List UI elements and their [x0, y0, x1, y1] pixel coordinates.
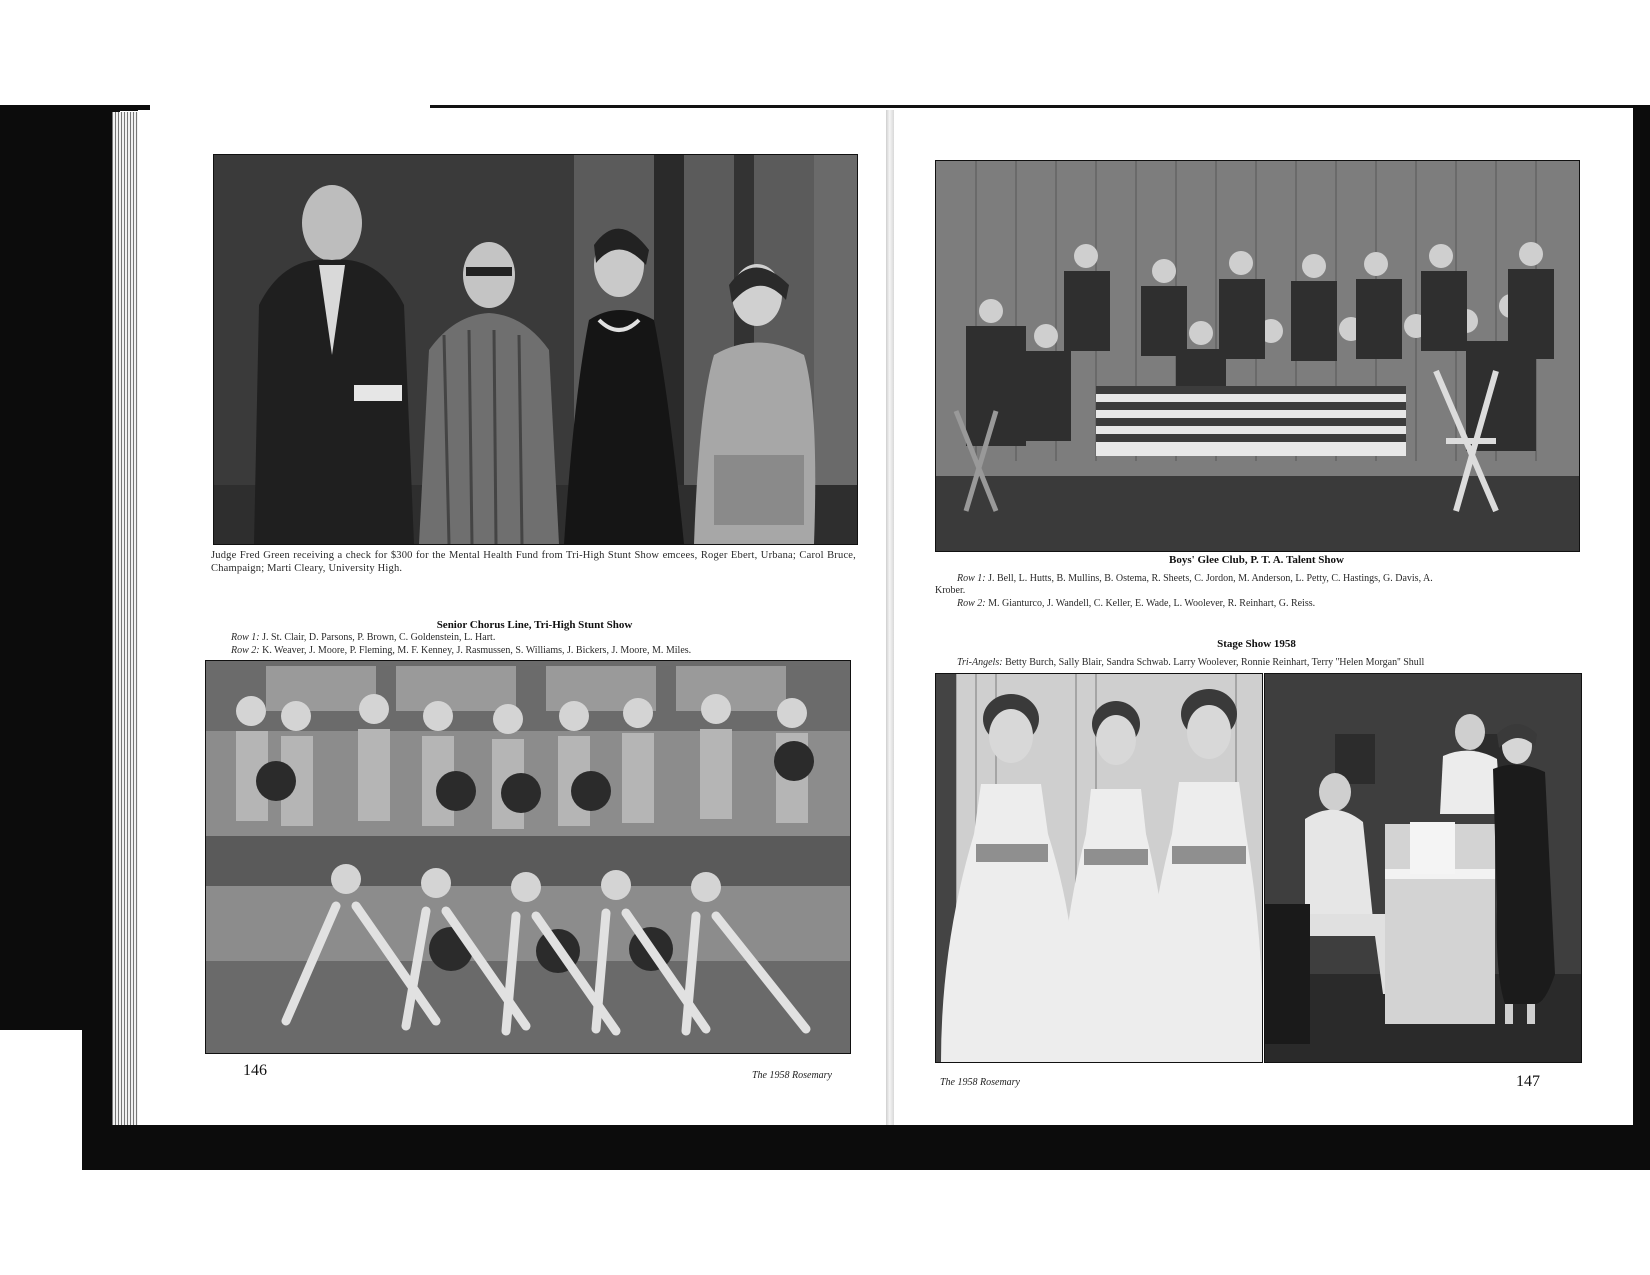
- glee-club-photo: [935, 160, 1580, 552]
- check-presentation-photo: [213, 154, 858, 545]
- glee-club-row-2-label: Row 2:: [957, 598, 986, 609]
- check-presentation-illustration: [214, 155, 857, 544]
- scan-border-bottom: [82, 1125, 1650, 1170]
- scan-border-left: [0, 105, 120, 1030]
- piano-performance-illustration: [1265, 674, 1581, 1062]
- chorus-row-1: [231, 632, 495, 644]
- scan-border-right: [1633, 105, 1650, 1125]
- stage-show-cast-names: Betty Burch, Sally Blair, Sandra Schwab. Larry Woolever, Ronnie Reinhart, Terry ''Helen Morgan'' Shull: [1005, 657, 1425, 668]
- left-page-footer-title: The 1958 Rosemary: [752, 1070, 832, 1081]
- page-edges: [112, 112, 138, 1125]
- glee-club-row-2: [957, 598, 1315, 610]
- glee-club-illustration: [936, 161, 1579, 551]
- right-page-number: 147: [1516, 1073, 1540, 1090]
- tri-angels-photo: [935, 673, 1263, 1063]
- stage-show-cast-label: Tri-Angels:: [957, 657, 1003, 668]
- chorus-line-illustration: [206, 661, 850, 1053]
- left-page-number: 146: [243, 1062, 267, 1079]
- glee-club-row-2-names: M. Gianturco, J. Wandell, C. Keller, E. Wade, L. Woolever, R. Reinhart, G. Reiss.: [988, 598, 1316, 609]
- glee-club-row-1: [957, 573, 1433, 585]
- chorus-row-2-label: Row 2:: [231, 645, 260, 656]
- chorus-row-1-names: J. St. Clair, D. Parsons, P. Brown, C. Goldenstein, L. Hart.: [262, 632, 496, 643]
- glee-club-row-1-label: Row 1:: [957, 573, 986, 584]
- piano-performance-photo: [1264, 673, 1582, 1063]
- stage-show-heading: Stage Show 1958: [1217, 638, 1296, 650]
- chorus-line-photo: [205, 660, 851, 1054]
- tri-angels-illustration: [936, 674, 1262, 1062]
- chorus-line-heading: Senior Chorus Line, Tri-High Stunt Show: [436, 619, 633, 631]
- glee-club-heading: Boys' Glee Club, P. T. A. Talent Show: [1169, 554, 1344, 566]
- chorus-row-1-label: Row 1:: [231, 632, 260, 643]
- stage-show-cast: [957, 657, 1424, 669]
- chorus-row-2: [231, 645, 691, 657]
- glee-club-row-1-names: J. Bell, L. Hutts, B. Mullins, B. Ostema, R. Sheets, C. Jordon, M. Anderson, L. Petty, C. Hastings, G. Davis, A.: [988, 573, 1433, 584]
- scan-border-top-line: [430, 105, 1633, 108]
- glee-club-row-1-continued: Krober.: [935, 585, 966, 596]
- check-presentation-caption: Judge Fred Green receiving a check for $300 for the Mental Health Fund from Tri-High Stunt Show emcees, Roger Ebert, Urbana; Carol Bruce, Champaign; Marti Cleary, University High.: [211, 550, 856, 574]
- book-gutter: [886, 110, 894, 1125]
- chorus-row-2-names: K. Weaver, J. Moore, P. Fleming, M. F. Kenney, J. Rasmussen, S. Williams, J. Bickers, J. Moore, M. Miles.: [262, 645, 692, 656]
- scan-border-top-left: [0, 105, 150, 111]
- right-page-footer-title: The 1958 Rosemary: [940, 1077, 1020, 1088]
